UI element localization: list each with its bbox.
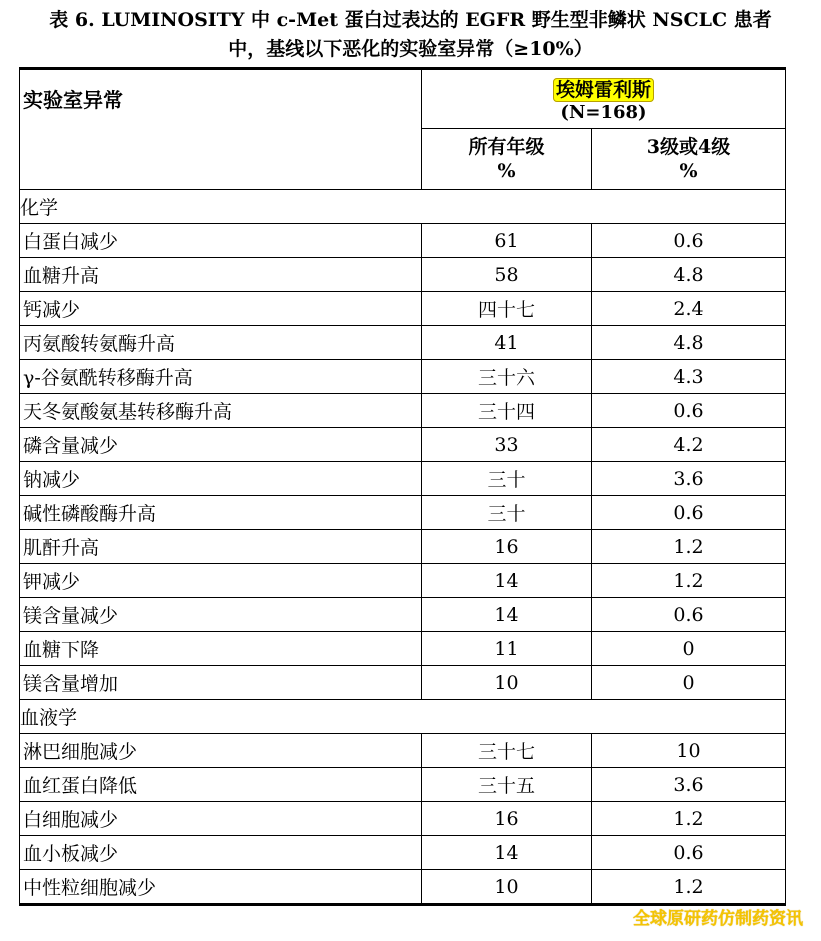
cell-all-grades: 58 bbox=[422, 258, 592, 292]
cell-grade34: 0 bbox=[592, 632, 786, 666]
table-row bbox=[20, 462, 786, 496]
row-label: 中性粒细胞减少 bbox=[20, 870, 422, 905]
row-label: 天冬氨酸氨基转移酶升高 bbox=[20, 394, 422, 428]
table-row bbox=[20, 224, 786, 258]
cell-grade34: 3.6 bbox=[592, 768, 786, 802]
cell-grade34: 4.2 bbox=[592, 428, 786, 462]
cell-all-grades: 三十五 bbox=[422, 768, 592, 802]
table-row bbox=[20, 734, 786, 768]
row-label: 钠减少 bbox=[20, 462, 422, 496]
row-label: 血糖升高 bbox=[20, 258, 422, 292]
section-row bbox=[20, 700, 786, 734]
cell-grade34: 4.3 bbox=[592, 360, 786, 394]
cell-grade34: 0.6 bbox=[592, 598, 786, 632]
table-row bbox=[20, 564, 786, 598]
row-label: 淋巴细胞减少 bbox=[20, 734, 422, 768]
cell-grade34: 1.2 bbox=[592, 530, 786, 564]
col-all-grades-label: 所有年级 bbox=[468, 136, 545, 158]
section-title: 化学 bbox=[20, 190, 786, 224]
col-grade34 bbox=[592, 129, 786, 190]
table-body bbox=[20, 190, 786, 905]
table-caption bbox=[0, 6, 821, 64]
table-row bbox=[20, 326, 786, 360]
drug-header bbox=[422, 69, 786, 129]
row-label: 磷含量减少 bbox=[20, 428, 422, 462]
section-title: 血液学 bbox=[20, 700, 786, 734]
cell-all-grades: 16 bbox=[422, 530, 592, 564]
row-label: 钙减少 bbox=[20, 292, 422, 326]
row-label: 丙氨酸转氨酶升高 bbox=[20, 326, 422, 360]
cell-grade34: 0.6 bbox=[592, 394, 786, 428]
cell-all-grades: 14 bbox=[422, 598, 592, 632]
cell-grade34: 0.6 bbox=[592, 224, 786, 258]
col-all-grades bbox=[422, 129, 592, 190]
cell-all-grades: 三十四 bbox=[422, 394, 592, 428]
row-label: 镁含量减少 bbox=[20, 598, 422, 632]
table-row bbox=[20, 666, 786, 700]
cell-all-grades: 10 bbox=[422, 666, 592, 700]
cell-all-grades: 61 bbox=[422, 224, 592, 258]
cell-grade34: 4.8 bbox=[592, 326, 786, 360]
table-row bbox=[20, 802, 786, 836]
row-header-label: 实验室异常 bbox=[20, 69, 422, 190]
drug-name-highlight: 埃姆雷利斯 bbox=[553, 78, 654, 102]
cell-grade34: 0 bbox=[592, 666, 786, 700]
cell-grade34: 2.4 bbox=[592, 292, 786, 326]
cell-grade34: 1.2 bbox=[592, 802, 786, 836]
caption-line-2: 中，基线以下恶化的实验室异常（≥10%） bbox=[228, 38, 593, 60]
table-row bbox=[20, 632, 786, 666]
cell-grade34: 1.2 bbox=[592, 870, 786, 905]
lab-abnormalities-table bbox=[19, 67, 786, 906]
cell-all-grades: 三十六 bbox=[422, 360, 592, 394]
row-label: 钾减少 bbox=[20, 564, 422, 598]
cell-all-grades: 三十七 bbox=[422, 734, 592, 768]
table-row bbox=[20, 496, 786, 530]
cell-all-grades: 14 bbox=[422, 836, 592, 870]
row-label: 碱性磷酸酶升高 bbox=[20, 496, 422, 530]
row-label: 肌酐升高 bbox=[20, 530, 422, 564]
cell-all-grades: 16 bbox=[422, 802, 592, 836]
cell-all-grades: 41 bbox=[422, 326, 592, 360]
row-label: 镁含量增加 bbox=[20, 666, 422, 700]
table-row bbox=[20, 428, 786, 462]
row-label: 血糖下降 bbox=[20, 632, 422, 666]
watermark: 全球原研药仿制药资讯 bbox=[633, 909, 803, 929]
row-label: 血小板减少 bbox=[20, 836, 422, 870]
table-row bbox=[20, 360, 786, 394]
cell-all-grades: 10 bbox=[422, 870, 592, 905]
cell-all-grades: 四十七 bbox=[422, 292, 592, 326]
row-label: γ-谷氨酰转移酶升高 bbox=[20, 360, 422, 394]
table-row bbox=[20, 768, 786, 802]
drug-n: (N=168) bbox=[560, 101, 647, 123]
cell-grade34: 0.6 bbox=[592, 496, 786, 530]
section-row bbox=[20, 190, 786, 224]
table-row bbox=[20, 530, 786, 564]
cell-grade34: 3.6 bbox=[592, 462, 786, 496]
cell-all-grades: 33 bbox=[422, 428, 592, 462]
cell-all-grades: 11 bbox=[422, 632, 592, 666]
row-label: 白细胞减少 bbox=[20, 802, 422, 836]
row-label: 血红蛋白降低 bbox=[20, 768, 422, 802]
table-row bbox=[20, 258, 786, 292]
col-grade34-label: 3级或4级 bbox=[646, 136, 731, 158]
table-row bbox=[20, 394, 786, 428]
table-row bbox=[20, 836, 786, 870]
cell-grade34: 4.8 bbox=[592, 258, 786, 292]
row-label: 白蛋白减少 bbox=[20, 224, 422, 258]
cell-all-grades: 三十 bbox=[422, 462, 592, 496]
col-grade34-unit: % bbox=[679, 160, 698, 182]
table-row bbox=[20, 598, 786, 632]
table-row bbox=[20, 870, 786, 905]
col-all-grades-unit: % bbox=[497, 160, 516, 182]
cell-all-grades: 14 bbox=[422, 564, 592, 598]
table-row bbox=[20, 292, 786, 326]
cell-grade34: 10 bbox=[592, 734, 786, 768]
cell-grade34: 1.2 bbox=[592, 564, 786, 598]
cell-all-grades: 三十 bbox=[422, 496, 592, 530]
cell-grade34: 0.6 bbox=[592, 836, 786, 870]
caption-line-1: 表 6. LUMINOSITY 中 c-Met 蛋白过表达的 EGFR 野生型非鳞状 NSCLC 患者 bbox=[49, 9, 772, 31]
